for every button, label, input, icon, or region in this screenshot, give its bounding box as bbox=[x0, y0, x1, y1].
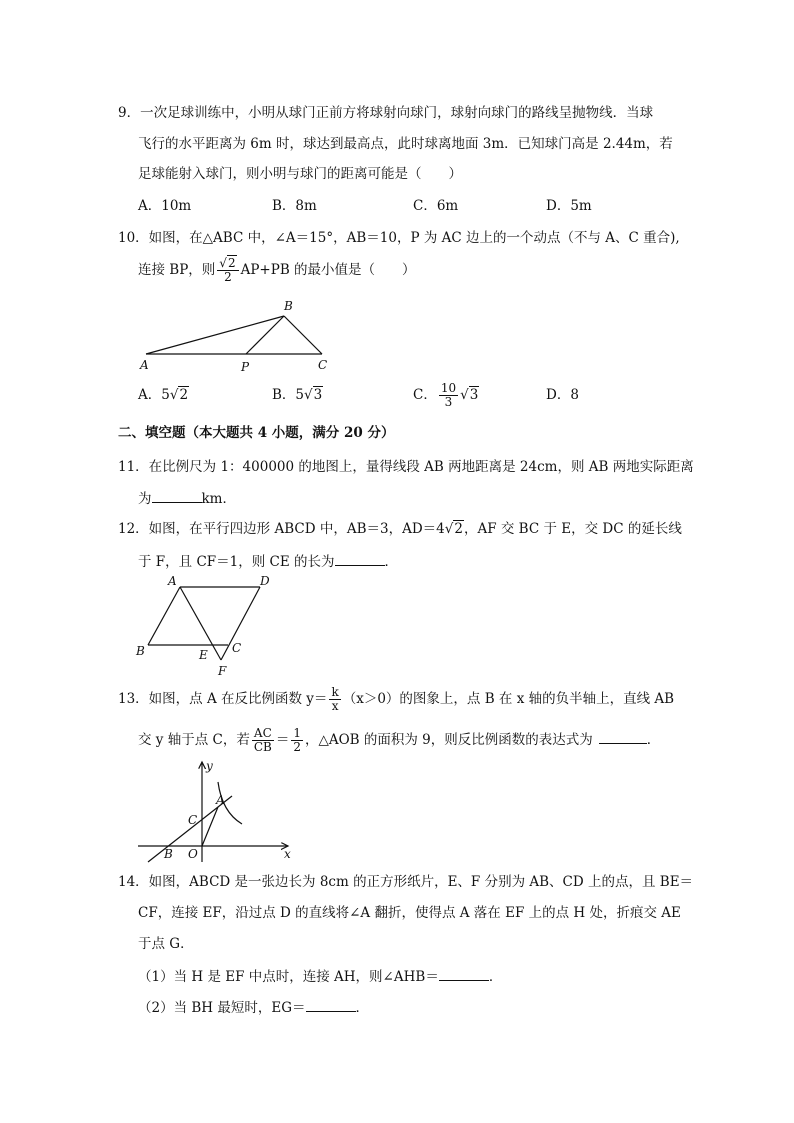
q14-subquestion-2: （2）当 BH 最短时，EG＝ ． bbox=[138, 997, 369, 1017]
q14-answer-blank-1 bbox=[439, 966, 489, 981]
q10-option-a: A．5√2 bbox=[138, 387, 189, 403]
label-a: A bbox=[140, 358, 149, 372]
q9-line-3: 足球能射入球门，则小明与球门的距离可能是（ ） bbox=[138, 166, 462, 182]
label-c: C bbox=[318, 358, 328, 372]
label-b: B bbox=[136, 644, 145, 658]
q9-option-a: A．10m bbox=[138, 198, 192, 214]
q10-line-2-pre: 连接 BP，则 bbox=[138, 262, 216, 278]
q12-answer-blank bbox=[335, 551, 385, 566]
label-f: F bbox=[218, 664, 227, 678]
q9-option-d: D．5m bbox=[546, 198, 592, 214]
q9-option-b: B．8m bbox=[272, 198, 317, 214]
label-p: P bbox=[241, 360, 250, 374]
q14-line-2: CF，连接 EF，沿过点 D 的直线将∠A 翻折，使得点 A 落在 EF 上的点 H 处，折痕交 AE bbox=[138, 905, 681, 921]
q10-line-2-post: AP+PB 的最小值是（ ） bbox=[240, 262, 416, 278]
q14-line-3: 于点 G． bbox=[138, 936, 194, 952]
q10-option-c: C． $\frac{10}{3}$ √3 bbox=[413, 381, 479, 409]
label-a: A bbox=[216, 793, 225, 807]
q14-answer-blank-2 bbox=[306, 997, 356, 1012]
segment-ab bbox=[148, 587, 180, 645]
q12-line-1: 12．如图，在平行四边形 ABCD 中，AB＝3，AD＝4√2，AF 交 BC 于 E，交 DC 的延长线 bbox=[118, 521, 682, 537]
q14-subquestion-1: （1）当 H 是 EF 中点时，连接 AH，则∠AHB＝ ． bbox=[138, 966, 502, 986]
label-o: O bbox=[188, 847, 198, 861]
q13-line-1: 13．如图，点 A 在反比例函数 y＝ $\frac{k}{x}$ （x＞0）的图象上，点 B 在 x 轴的负半轴上，直线 AB bbox=[118, 685, 675, 713]
q14-line-1: 14．如图，ABCD 是一张边长为 8cm 的正方形纸片，E、F 分别为 AB、CD 上的点，且 BE＝ bbox=[118, 874, 694, 890]
q12-line-2: 于 F，且 CF＝1，则 CE 的长为 ． bbox=[138, 551, 398, 571]
q11-line-1: 11．在比例尺为 1：400000 的地图上，量得线段 AB 两地距离是 24cm，则 AB 两地实际距离 bbox=[118, 459, 694, 475]
q11-answer-blank bbox=[152, 488, 202, 503]
label-e: E bbox=[199, 648, 208, 662]
q10-frac-num: 2 bbox=[227, 256, 236, 270]
q10-line-1: 10．如图，在△ABC 中，∠A＝15°，AB＝10，P 为 AC 边上的一个动点（不与 A、C 重合), bbox=[118, 230, 680, 246]
q13-answer-blank bbox=[599, 729, 647, 744]
q11-line-2: 为 km． bbox=[138, 488, 236, 508]
segment-ab bbox=[146, 316, 284, 354]
q10-frac-den: 2 bbox=[224, 270, 232, 284]
q10-option-d: D．8 bbox=[546, 387, 579, 403]
label-y: y bbox=[206, 759, 213, 773]
q13-line-2: 交 y 轴于点 C，若 $\frac{AC}{CB}$ ＝ $\frac{1}{2}$ ，△AOB 的面积为 9，则反比例函数的表达式为 ． bbox=[138, 726, 661, 754]
label-c: C bbox=[188, 813, 198, 827]
label-c: C bbox=[232, 641, 242, 655]
q10-triangle-figure bbox=[138, 298, 338, 376]
section-2-heading: 二、填空题（本大题共 4 小题，满分 20 分） bbox=[118, 425, 395, 441]
q9-option-c: C．6m bbox=[413, 198, 459, 214]
label-a: A bbox=[168, 574, 177, 588]
label-b: B bbox=[164, 847, 173, 861]
label-b: B bbox=[284, 299, 293, 313]
label-x: x bbox=[284, 847, 291, 861]
label-d: D bbox=[260, 574, 270, 588]
segment-bc bbox=[284, 316, 322, 354]
q10-option-b: B．5√3 bbox=[272, 387, 323, 403]
q10-line-2 bbox=[138, 255, 416, 285]
q12-parallelogram-figure bbox=[134, 572, 284, 680]
q9-line-2: 飞行的水平距离为 6m 时，球达到最高点，此时球离地面 3m．已知球门高是 2.44m，若 bbox=[138, 136, 673, 152]
q9-line-1: 9．一次足球训练中，小明从球门正前方将球射向球门，球射向球门的路线呈抛物线．当球 bbox=[118, 105, 654, 121]
q13-coordinate-figure bbox=[138, 758, 298, 866]
q10-fraction: $\frac{√2}{2}$ bbox=[217, 257, 238, 284]
